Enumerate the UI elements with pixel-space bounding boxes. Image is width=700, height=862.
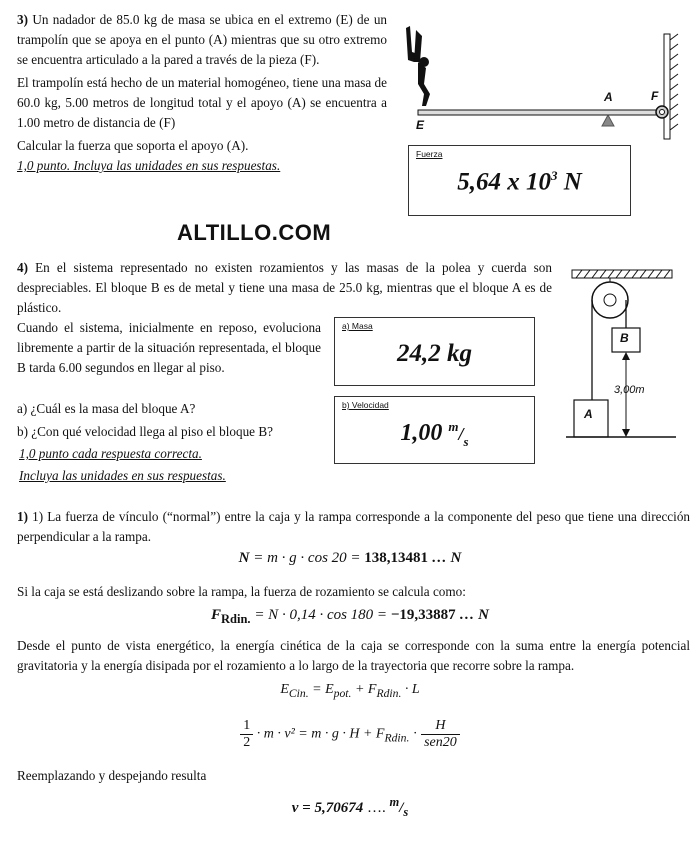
answer-box-force-label: Fuerza: [416, 149, 443, 159]
problem-3-note: 1,0 punto. Incluya las unidades en sus respuestas.: [17, 158, 281, 173]
problem-3-para2: El trampolín está hecho de un material homogéneo, tiene una masa de 60.0 kg, 5.00 metros de longitud total y el apoyo (A) se encuentra a 1.00 metro de distancia de (F): [17, 75, 387, 130]
sliding-text: Si la caja se está deslizando sobre la rampa, la fuerza de rozamiento se calcula como:: [17, 584, 466, 599]
label-e: E: [416, 118, 425, 132]
label-b: B: [620, 331, 629, 345]
answer-box-velocity-label: b) Velocidad: [342, 400, 389, 410]
problem-3-text: [17, 10, 387, 176]
support-a-icon: [602, 115, 614, 126]
equation-normal: N = m · g · cos 20 = 138,13481 … N: [238, 550, 462, 566]
problem-4-para2: Cuando el sistema, inicialmente en reposo, evoluciona libremente a partir de la situación representada, el bloque B tarda 6.00 segundos en llegar al piso.: [17, 320, 321, 375]
answer-force-value: 5,64 x $10^3$ N: [457, 168, 582, 196]
answer-mass-value: 24,2 kg: [397, 340, 472, 367]
answer-velocity-value: 1,00 $^m/_s$: [400, 419, 469, 449]
problem-4-note2: Incluya las unidades en sus respuestas.: [19, 468, 226, 483]
answer-box-velocity: [334, 396, 535, 464]
label-height: 3,00m: [614, 384, 645, 396]
question-b: b) ¿Con qué velocidad llega al piso el bloque B?: [17, 424, 273, 439]
wall: [664, 34, 670, 139]
diving-board: [418, 110, 664, 115]
problem-4-intro: 4) En el sistema representado no existen rozamientos y las masas de la polea y cuerda son despreciables. El bloque B es de metal y tiene una masa de 25.0 kg, mientras que el bloque A es de plástico.: [17, 260, 552, 315]
equation-velocity: v = 5,70674 …. $^m/_s$: [291, 795, 409, 819]
label-f: F: [651, 89, 659, 103]
problem-3-para3: Calcular la fuerza que soporta el apoyo (A).: [17, 138, 249, 153]
equation-energy: $E_{Cin.} = E_{pot.} + F_{Rdin.} \cdot L$: [280, 682, 420, 700]
answer-box-mass: [334, 317, 535, 386]
problem-1-intro: 1) 1) La fuerza de vínculo (“normal”) entre la caja y la rampa corresponde a la componente del peso que tiene una dirección perpendicular a la rampa.: [17, 509, 691, 544]
pulley-figure: [566, 266, 676, 442]
swimmer-icon: [406, 26, 430, 106]
question-a: a) ¿Cuál es la masa del bloque A?: [17, 401, 196, 416]
answer-box-mass-label: a) Masa: [342, 321, 373, 331]
equation-energy-expanded: $\frac{1}{2}$ · $m \cdot v^2 = m \cdot g \cdot H + F_{Rdin.}$ · $\frac{H}{\text{sen20}}$: [0, 718, 700, 751]
problem-4-note1: 1,0 punto cada respuesta correcta.: [19, 446, 202, 461]
brand-watermark: ALTILLO.COM: [177, 220, 332, 245]
equation-friction: $F_{Rdin.} = N \cdot 0,14 \cdot \cos 180 = -19,33887$ … N: [211, 607, 489, 626]
diving-board-figure: [396, 22, 686, 142]
label-block-a: A: [584, 407, 593, 421]
problem-3-para1: 3) Un nadador de 85.0 kg de masa se ubica en el extremo (E) de un trampolín que se apoya en el punto (A) mientras que su otro extremo se encuentra articulado a la pared a través de la pieza (F).: [17, 12, 388, 67]
answer-box-force: [408, 145, 631, 216]
label-a: A: [604, 90, 613, 104]
energy-text: Desde el punto de vista energético, la energía cinética de la caja se corresponde con la suma entre la energía potencial gravitatoria y la energía disipada por el rozamiento a lo largo de la trayectoria que recorre sobre la rampa.: [17, 638, 690, 673]
reemplazando-text: Reemplazando y despejando resulta: [17, 768, 207, 783]
